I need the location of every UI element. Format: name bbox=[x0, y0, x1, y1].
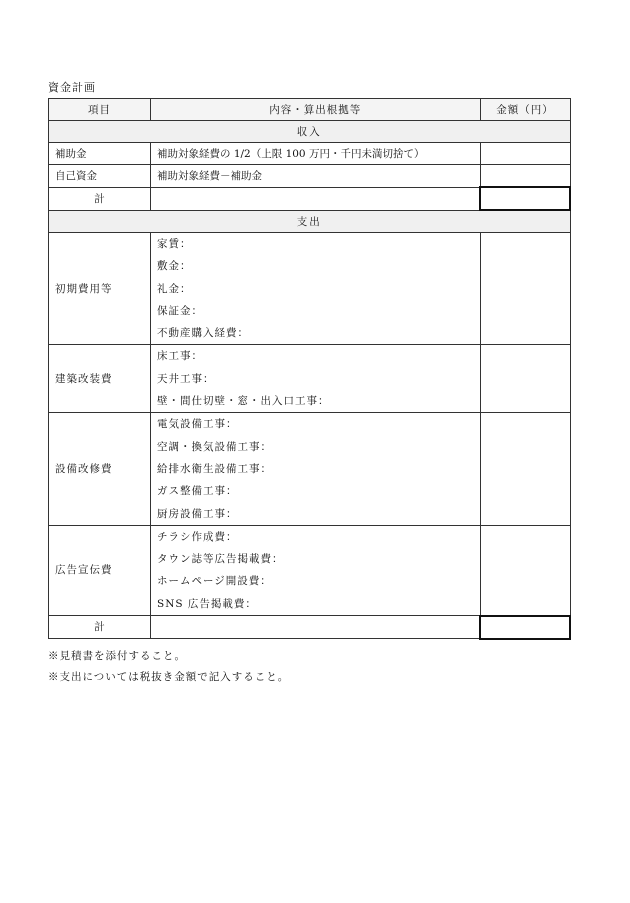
expense-line: チラシ作成費： bbox=[157, 530, 238, 543]
header-content: 内容・算出根拠等 bbox=[151, 99, 481, 121]
expense-line: 空調・換気設備工事： bbox=[157, 440, 272, 453]
expense-line: 家賃： bbox=[157, 238, 192, 250]
funding-plan-document bbox=[48, 81, 572, 688]
expense-line: 天井工事： bbox=[157, 372, 215, 385]
expense-amount-renovation[interactable] bbox=[480, 345, 570, 413]
expense-line: 不動産購入経費： bbox=[157, 327, 249, 340]
expense-total-amount[interactable] bbox=[480, 616, 570, 639]
funding-plan-table bbox=[48, 98, 571, 640]
expense-line: ホームページ開設費： bbox=[157, 575, 272, 588]
expense-content-equipment bbox=[151, 413, 481, 525]
income-total-row bbox=[49, 187, 571, 210]
income-row-subsidy bbox=[49, 143, 571, 165]
expense-item-equipment: 設備改修費 bbox=[49, 413, 151, 525]
expense-total-row bbox=[49, 616, 571, 639]
note-attach-estimate: ※見積書を添付すること。 bbox=[48, 649, 186, 662]
expense-row-initial-costs bbox=[49, 233, 571, 345]
expense-amount-initial-costs[interactable] bbox=[480, 233, 570, 345]
expense-line: 床工事： bbox=[157, 350, 203, 363]
expense-line: SNS 広告掲載費： bbox=[157, 597, 257, 610]
expense-content-initial-costs bbox=[151, 233, 481, 345]
income-total-amount[interactable] bbox=[480, 187, 570, 210]
expense-line: タウン誌等広告掲載費： bbox=[157, 553, 284, 566]
expense-amount-equipment[interactable] bbox=[480, 413, 570, 525]
income-item-subsidy: 補助金 bbox=[49, 143, 151, 165]
expense-total-label: 計 bbox=[49, 616, 151, 639]
income-row-own-funds bbox=[49, 165, 571, 188]
expense-row-renovation bbox=[49, 345, 571, 413]
header-row bbox=[49, 99, 571, 121]
header-item: 項目 bbox=[49, 99, 151, 121]
expense-total-content bbox=[151, 616, 481, 639]
expense-line: 給排水衛生設備工事： bbox=[157, 462, 272, 475]
expense-line: 厨房設備工事： bbox=[157, 507, 238, 520]
income-section-row bbox=[49, 121, 571, 143]
expense-line: 電気設備工事： bbox=[157, 418, 238, 431]
expense-section-row bbox=[49, 210, 571, 233]
income-amount-own-funds[interactable] bbox=[480, 165, 570, 188]
expense-item-advertising: 広告宣伝費 bbox=[49, 525, 151, 615]
income-content-own-funds: 補助対象経費－補助金 bbox=[151, 165, 481, 188]
income-section-label: 収入 bbox=[49, 121, 571, 143]
expense-content-advertising bbox=[151, 525, 481, 615]
expense-line: 保証金： bbox=[157, 304, 203, 317]
income-amount-subsidy[interactable] bbox=[480, 143, 570, 165]
income-content-subsidy: 補助対象経費の 1/2（上限 100 万円・千円未満切捨て） bbox=[151, 143, 481, 165]
page-title: 資金計画 bbox=[48, 81, 96, 94]
expense-row-advertising bbox=[49, 525, 571, 615]
expense-line: ガス整備工事： bbox=[157, 485, 238, 498]
expense-row-equipment bbox=[49, 413, 571, 525]
notes bbox=[48, 646, 572, 688]
expense-amount-advertising[interactable] bbox=[480, 525, 570, 615]
income-item-own-funds: 自己資金 bbox=[49, 165, 151, 188]
income-total-content bbox=[151, 187, 481, 210]
expense-item-renovation: 建築改装費 bbox=[49, 345, 151, 413]
expense-line: 壁・間仕切壁・窓・出入口工事： bbox=[157, 395, 330, 408]
expense-line: 礼金： bbox=[157, 282, 192, 295]
expense-item-initial-costs: 初期費用等 bbox=[49, 233, 151, 345]
header-amount: 金額（円） bbox=[480, 99, 570, 121]
expense-line: 敷金： bbox=[157, 260, 192, 273]
note-tax-excluded: ※支出については税抜き金額で記入すること。 bbox=[48, 670, 290, 683]
expense-content-renovation bbox=[151, 345, 481, 413]
expense-section-label: 支出 bbox=[49, 210, 571, 233]
income-total-label: 計 bbox=[49, 187, 151, 210]
